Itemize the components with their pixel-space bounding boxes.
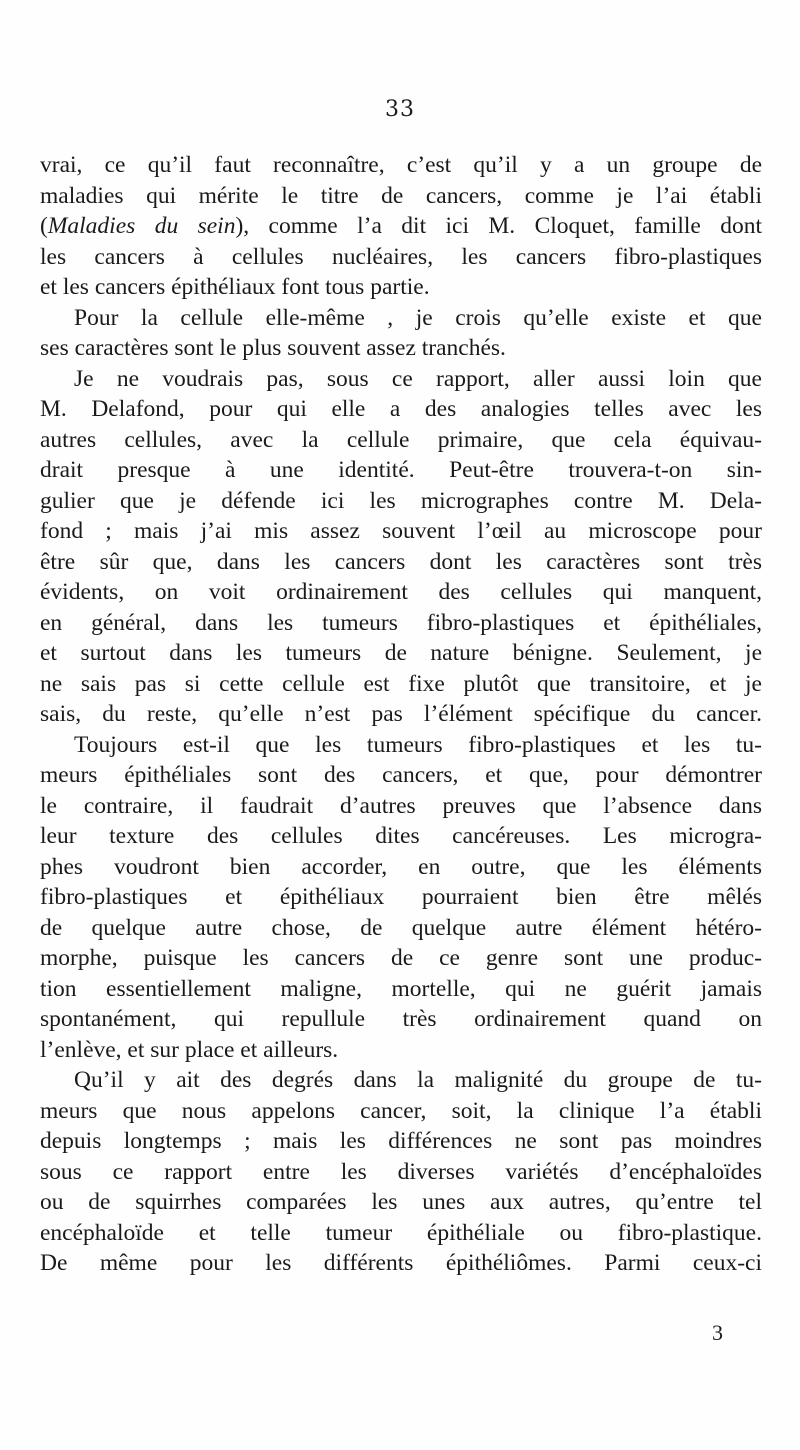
text-line: être sûr que, dans les cancers dont les caractères sont très (40, 548, 762, 575)
text-line: le contraire, il faudrait d’autres preuves que l’absence dans (40, 792, 762, 819)
paragraph-start: Je ne voudrais pas, sous ce rapport, aller aussi loin que (74, 365, 762, 392)
text-line: de quelque autre chose, de quelque autre élément hétéro- (40, 914, 762, 941)
text-line: les cancers à cellules nucléaires, les cancers fibro-plastiques (40, 243, 762, 270)
text-line: meurs que nous appelons cancer, soit, la clinique l’a établi (40, 1097, 762, 1124)
text-line: évidents, on voit ordinairement des cellules qui manquent, (40, 579, 762, 605)
text-line: spontanément, qui repullule très ordinairement quand on (40, 1006, 762, 1032)
text-line: ses caractères sont le plus souvent assez tranchés. (40, 335, 506, 361)
text-line: fibro-plastiques et épithéliaux pourraient bien être mêlés (40, 884, 762, 910)
text-line: morphe, puisque les cancers de ce genre sont une produc- (40, 945, 762, 971)
signature-mark: 3 (712, 1320, 723, 1345)
text-line: leur texture des cellules dites cancéreuses. Les microgra- (40, 823, 762, 849)
text-line: en général, dans les tumeurs fibro-plastiques et épithéliales, (40, 609, 762, 636)
text-line: autres cellules, avec la cellule primaire, que cela équivau- (40, 426, 762, 453)
paragraph-start: Pour la cellule elle-même , je crois qu’elle existe et que (74, 304, 762, 331)
text-line: meurs épithéliales sont des cancers, et que, pour démontrer (40, 762, 762, 788)
text-line: sous ce rapport entre les diverses variétés d’encéphaloïdes (40, 1158, 762, 1185)
page-number: 33 (385, 97, 415, 122)
text-line: M. Delafond, pour qui elle a des analogies telles avec les (40, 396, 762, 422)
text-line: encéphaloïde et telle tumeur épithéliale ou fibro-plastique. (40, 1219, 762, 1246)
text-line: fond ; mais j’ai mis assez souvent l’œil au microscope pour (40, 518, 762, 544)
text-line: vrai, ce qu’il faut reconnaître, c’est qu’il y a un groupe de (40, 152, 762, 178)
text-fragment: ( (40, 213, 48, 239)
text-line: sais, du reste, qu’elle n’est pas l’élément spécifique du cancer. (40, 701, 762, 727)
text-line: drait presque à une identité. Peut-être trouvera-t-on sin- (40, 457, 762, 483)
text-line (40, 211, 762, 242)
paragraph-start: Toujours est-il que les tumeurs fibro-plastiques et les tu- (74, 731, 762, 758)
text-line: l’enlève, et sur place et ailleurs. (40, 1036, 339, 1063)
text-line: ne sais pas si cette cellule est fixe plutôt que transitoire, et je (40, 670, 762, 697)
text-line: ou de squirrhes comparées les unes aux autres, qu’entre tel (40, 1189, 762, 1215)
text-line: et surtout dans les tumeurs de nature bénigne. Seulement, je (40, 640, 762, 666)
text-line: et les cancers épithéliaux font tous partie. (40, 274, 430, 300)
text-line: maladies qui mérite le titre de cancers, comme je l’ai établi (40, 182, 762, 209)
text-line: phes voudront bien accorder, en outre, que les éléments (40, 853, 762, 880)
body-text (40, 150, 762, 1279)
text-line: depuis longtemps ; mais les différences ne sont pas moindres (40, 1128, 762, 1154)
text-line: tion essentiellement maligne, mortelle, qui ne guérit jamais (40, 975, 762, 1002)
text-line: De même pour les différents épithéliômes. Parmi ceux-ci (40, 1250, 762, 1276)
paragraph-start: Qu’il y ait des degrés dans la malignité du groupe de tu- (74, 1067, 762, 1093)
italic-title: Maladies du sein (47, 213, 236, 239)
text-fragment: ), comme l’a dit ici M. Cloquet, famille dont (235, 213, 762, 239)
text-line: gulier que je défende ici les micrographes contre M. Dela- (40, 487, 762, 514)
